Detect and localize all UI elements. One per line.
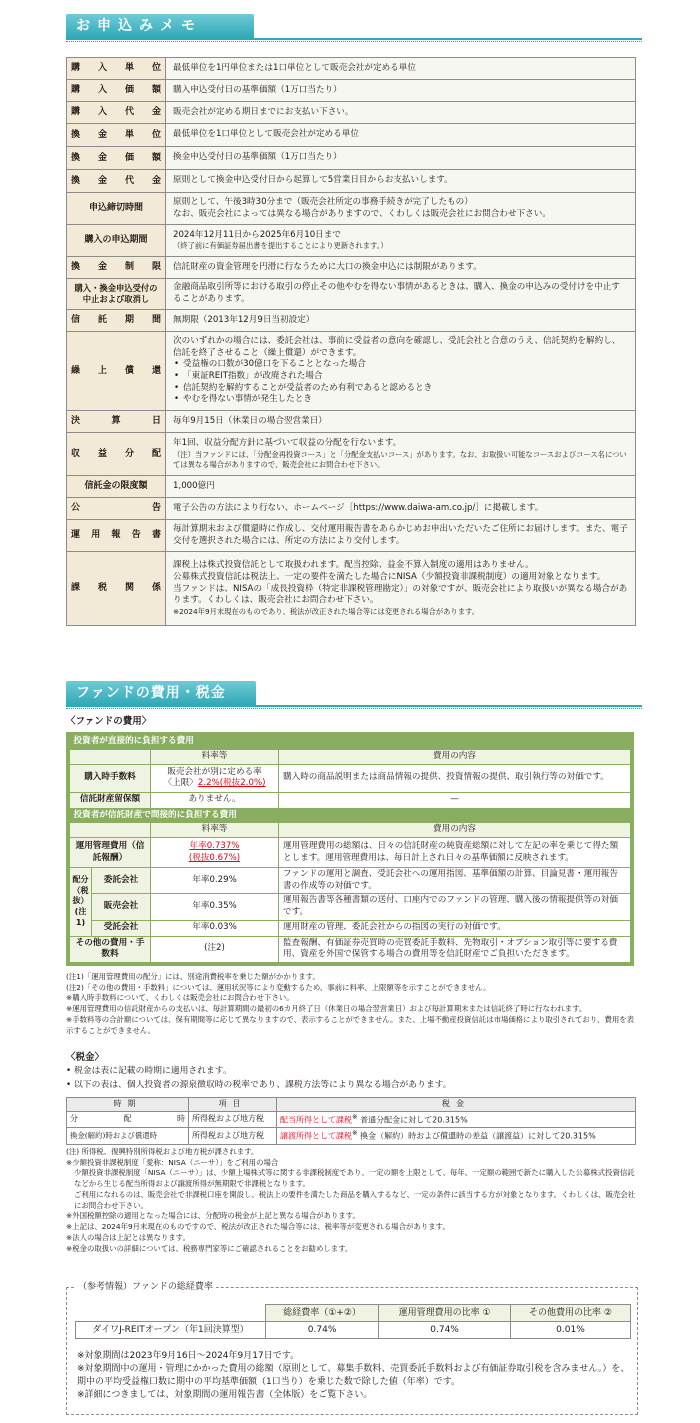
col-content: 費用の内容	[279, 823, 631, 838]
band-label: 投資者が信託財産で間接的に負担する費用	[70, 808, 631, 823]
row-value	[166, 552, 636, 626]
row-label: 購入価額	[67, 80, 166, 102]
table-row	[67, 279, 636, 310]
cap-value: 2.2%(税抜2.0%)	[197, 778, 266, 789]
note: (注) 所得税、復興特別所得税および地方税が課されます。	[66, 1147, 259, 1156]
fees-table-frame	[66, 732, 634, 966]
table-row	[67, 498, 636, 520]
row-value: 無期限（2013年12月9日当初設定）	[166, 310, 636, 332]
row-value: 金融商品取引所等における取引の停止その他やむを得ない事情があるときは、購入、換金の申込みの受付けを中止することがあります。	[166, 279, 636, 310]
note: ※外国税額控除の適用となった場合には、分配時の税金が上記と異なる場合があります。	[66, 1211, 360, 1221]
tax-item: 所得税および地方税	[189, 1128, 277, 1144]
purchase-cap	[155, 778, 274, 790]
management-rate-value: 年率0.737%	[189, 841, 240, 852]
row-value: 換金申込受付日の基準価額（1万口当たり）	[166, 147, 636, 170]
period-text: 2024年12月11日から2025年6月10日まで	[173, 229, 341, 240]
band-label: 投資者が直接的に負担する費用	[70, 735, 631, 749]
header-line	[66, 705, 642, 707]
other-label: その他の費用・手数料	[70, 936, 151, 962]
table-row	[67, 170, 636, 193]
row-value: 1,000億円	[166, 476, 636, 498]
retention-label: 信託財産留保額	[70, 792, 151, 808]
list-item: • やむを得ない事情が発生したとき	[183, 394, 628, 406]
note: ご利用になれるのは、販売会社で非課税口座を開設し、税法上の要件を満たした商品を購入するなど、一定の条件に該当する方が対象となります。くわしくは、販売会社にお問合わせ下さい。	[74, 1189, 636, 1210]
list-item: • 「東証REIT指数」が改廃された場合	[183, 371, 628, 383]
tax-detail	[277, 1128, 636, 1144]
reference-box	[66, 1282, 638, 1415]
period-note: （終了前に有価証券届出書を提出することにより更新されます。）	[173, 241, 388, 251]
col-period: 時期	[67, 1098, 189, 1112]
note: ※運用管理費用の信託財産からの支払いは、毎計算期間の最初の6カ月終了日（休業日の場合翌営業日）および毎計算期末または信託終了時に行なわれます。	[66, 1004, 587, 1014]
indirect-band	[70, 808, 631, 823]
col-management: 運用管理費用の比率 ①	[379, 1305, 511, 1322]
table-row	[70, 920, 631, 936]
tax-table	[66, 1097, 636, 1145]
tax-desc: 換金（解約）時および償還時の差益（譲渡益）に対して20.315%	[360, 1131, 596, 1141]
col-tax: 税金	[277, 1098, 636, 1112]
header-dots	[66, 708, 642, 711]
breakdown-rate: 年率0.29%	[151, 868, 279, 894]
table-row	[67, 58, 636, 80]
deadline-text: 原則として、午後3時30分まで（販売会社所定の事務手続きが完了したもの）	[173, 196, 473, 207]
row-label: 課税関係	[67, 552, 166, 626]
table-row	[70, 823, 631, 838]
redemption-list	[173, 359, 628, 405]
row-value: 販売会社が定める期日までにお支払い下さい。	[166, 102, 636, 124]
purchase-label: 購入時手数料	[70, 764, 151, 792]
row-label: 購入・換金申込受付の中止および取消し	[67, 279, 166, 310]
tax-desc: 普通分配金に対して20.315%	[360, 1115, 468, 1125]
purchase-rate-line: 販売会社が別に定める率	[167, 766, 262, 777]
cap-label: 〈上限〉	[163, 778, 198, 789]
table-row	[67, 310, 636, 332]
note: ※詳細につきましては、対象期間の運用報告書（全体版）をご覧下さい。	[77, 1390, 373, 1401]
table-row	[67, 124, 636, 147]
header-line	[66, 38, 642, 40]
fund-name: ダイワJ-REITオープン（年1回決算型）	[76, 1322, 266, 1339]
table-row	[76, 1305, 631, 1322]
breakdown-content: ファンドの運用と調査、受託会社への運用指図、基準価額の計算、目論見書・運用報告書の作成等の対価です。	[279, 868, 631, 894]
row-label: 信託期間	[67, 310, 166, 332]
table-row	[67, 147, 636, 170]
table-row	[67, 225, 636, 257]
row-value: 最低単位を1口単位として販売会社が定める単位	[166, 124, 636, 147]
table-row	[67, 1111, 636, 1127]
col-content: 費用の内容	[279, 749, 631, 764]
reference-table	[75, 1304, 631, 1339]
row-label: 換金単位	[67, 124, 166, 147]
row-label: 決算日	[67, 411, 166, 433]
table-row	[70, 838, 631, 868]
tax-period: 換金(解約)時および償還時	[67, 1128, 189, 1144]
row-label: 購入の申込期間	[67, 225, 166, 257]
tax-bullets	[66, 1064, 452, 1092]
row-value	[166, 193, 636, 225]
note: ※対象期間中の運用・管理にかかった費用の総額（原則として、募集手数料、売買委託手数料および有価証券取引税を含みません。）を、期中の平均受益権口数に期中の平均基準価額（1口当り）を乗じた数で除した値（年率）です。	[77, 1364, 630, 1388]
note: (注2)「その他の費用・手数料」については、運用状況等により変動するため、事前に料率、上限額等を示すことができません。	[66, 982, 491, 992]
col-total: 総経費率（①+②）	[266, 1305, 379, 1322]
tax-item: 所得税および地方税	[189, 1111, 277, 1127]
management-rate	[151, 838, 279, 868]
row-value	[166, 225, 636, 257]
total-ratio: 0.74%	[266, 1322, 379, 1339]
row-value: 毎計算期末および償還時に作成し、交付運用報告書をあらかじめお申出いただいたご住所にお届けします。また、電子交付を選択された場合には、所定の方法により交付します。	[166, 520, 636, 552]
table-row	[70, 749, 631, 764]
table-row	[70, 868, 631, 894]
note: ※購入時手数料について、くわしくは販売会社にお問合わせ下さい。	[66, 993, 294, 1003]
note: ※対象期間は2023年9月16日～2024年9月17日です。	[77, 1351, 299, 1361]
row-value: 原則として換金申込受付日から起算して5営業日目からお支払いします。	[166, 170, 636, 193]
reference-notes	[77, 1350, 633, 1402]
note: (注1)「運用管理費用の配分」には、別途消費税率を乗じた額がかかります。	[66, 972, 320, 981]
row-value	[166, 433, 636, 476]
reference-title: （参考情報）ファンドの総経費率	[75, 1281, 216, 1293]
row-label: 信託金の限度額	[67, 476, 166, 498]
retention-rate: ありません。	[151, 792, 279, 808]
breakdown-content: 運用報告書等各種書類の送付、口座内でのファンドの管理、購入後の情報提供等の対価です。	[279, 894, 631, 920]
col-other: その他費用の比率 ②	[510, 1305, 630, 1322]
row-value: 最低単位を1円単位または1口単位として販売会社が定める単位	[166, 58, 636, 80]
row-value	[166, 332, 636, 411]
management-label: 運用管理費用（信託報酬）	[70, 838, 151, 868]
row-label: 換金価額	[67, 147, 166, 170]
distribution-note: （注）当ファンドには、「分配金再投資コース」と「分配金支払いコース」があります。なお、お取扱い可能なコースおよびコース名については異なる場合がありますので、販売会社にお問合わせ下さい。	[173, 449, 627, 469]
table-row	[67, 332, 636, 411]
blank-header	[76, 1305, 266, 1322]
row-label: 購入代金	[67, 102, 166, 124]
note: ※上記は、2024年9月末現在のものですので、税法が改正された場合等には、税率等が変更される場合があります。	[66, 1222, 450, 1232]
row-label: 申込締切時間	[67, 193, 166, 225]
table-row	[67, 433, 636, 476]
table-row	[67, 1098, 636, 1112]
purchase-content: 購入時の商品説明または商品情報の提供、投資情報の提供、取引執行等の対価です。	[279, 764, 631, 792]
deadline-note: なお、販売会社によっては異なる場合がありますので、くわしくは販売会社にお問合わせ下さい。	[173, 208, 551, 219]
col-rate: 料率等	[151, 823, 279, 838]
blank-cell	[70, 823, 151, 838]
fees-notes	[66, 972, 640, 1036]
row-label: 公告	[67, 498, 166, 520]
tax-type: 譲渡所得として課税	[280, 1131, 352, 1141]
row-label: 換金制限	[67, 257, 166, 279]
tax-notes	[66, 1147, 640, 1254]
table-row	[76, 1322, 631, 1339]
tax-detail	[277, 1111, 636, 1127]
note: 少額投資非課税制度「NISA（ニーサ）」は、少額上場株式等に関する非課税制度であり、一定の額を上限として、毎年、一定額の範囲で新たに購入した公募株式投資信託などから生じる配当所得および譲渡所得が無期限で非課税となります。	[74, 1168, 635, 1189]
management-ratio: 0.74%	[379, 1322, 511, 1339]
other-rate: (注2)	[151, 936, 279, 962]
table-row	[70, 764, 631, 792]
row-value: 購入申込受付日の基準価額（1万口当たり）	[166, 80, 636, 102]
row-label: 収益分配	[67, 433, 166, 476]
table-row	[67, 411, 636, 433]
management-content: 運用管理費用の総額は、日々の信託財産の純資産総額に対して左記の率を乗じて得た額とします。運用管理費用は、毎日計上され日々の基準価額に反映されます。	[279, 838, 631, 868]
tax-bullet: • 税金は表に記載の時期に適用されます。	[66, 1066, 232, 1076]
tax-mark: ※	[352, 1112, 358, 1121]
fees-table	[69, 735, 631, 963]
note: ※税金の取扱いの詳細については、税務専門家等にご確認されることをお勧めします。	[66, 1243, 353, 1253]
bullet-text: 以下の表は、個人投資者の源泉徴収時の税率であり、課税方法等により異なる場合があります。	[74, 1080, 452, 1091]
fees-header	[66, 681, 642, 711]
table-row	[67, 1128, 636, 1144]
row-value: 信託財産の資金管理を円滑に行なうために大口の換金申込には制限があります。	[166, 257, 636, 279]
redemption-text: 次のいずれかの場合には、委託会社は、事前に受益者の意向を確認し、受託会社と合意のうえ、信託契約を解約し、信託を終了させること（繰上償還）ができます。	[173, 336, 621, 358]
breakdown-entity: 委託会社	[92, 868, 151, 894]
retention-content: —	[279, 792, 631, 808]
tax-text-2: 公募株式投資信託は税法上、一定の要件を満たした場合にNISA（少額投資非課税制度）の適用対象となります。	[173, 571, 606, 582]
col-rate: 料率等	[151, 749, 279, 764]
fees-title: ファンドの費用・税金	[66, 681, 256, 705]
note: ※少額投資非課税制度「愛称：NISA（ニーサ）」をご利用の場合	[66, 1157, 279, 1167]
row-label: 換金代金	[67, 170, 166, 193]
tax-heading: 〈税金〉	[66, 1052, 105, 1063]
other-ratio: 0.01%	[510, 1322, 630, 1339]
tax-type: 配当所得として課税	[280, 1115, 352, 1125]
list-item: • 信託契約を解約することが受益者のため有利であると認めるとき	[183, 383, 628, 395]
table-row	[67, 80, 636, 102]
memo-table	[66, 57, 636, 626]
management-rate-excl: (税抜0.67%)	[188, 852, 241, 863]
row-label: 運用報告書	[67, 520, 166, 552]
table-row	[70, 936, 631, 962]
breakdown-rate: 年率0.03%	[151, 920, 279, 936]
table-row	[67, 552, 636, 626]
table-row	[67, 520, 636, 552]
row-label: 繰上償還	[67, 332, 166, 411]
col-item: 項目	[189, 1098, 277, 1112]
tax-note: ※2024年9月末現在のものであり、税法が改正された場合等には変更される場合があります。	[173, 606, 480, 616]
tax-mark: ※	[352, 1129, 358, 1138]
note: ※法人の場合は上記とは異なります。	[66, 1232, 190, 1242]
table-row	[67, 102, 636, 124]
table-row	[67, 257, 636, 279]
list-item: • 受益権の口数が30億口を下ることとなった場合	[183, 359, 628, 371]
table-row	[70, 894, 631, 920]
tax-period: 分配時	[67, 1111, 189, 1127]
memo-title: お申込みメモ	[66, 14, 254, 38]
breakdown-entity: 受託会社	[92, 920, 151, 936]
bullet-text: 税金は表に記載の時期に適用されます。	[74, 1066, 232, 1076]
table-row	[67, 476, 636, 498]
breakdown-content: 運用財産の管理、委託会社からの指図の実行の対価です。	[279, 920, 631, 936]
row-value: 毎年9月15日（休業日の場合翌営業日）	[166, 411, 636, 433]
other-content: 監査報酬、有価証券売買時の売買委託手数料、先物取引・オプション取引等に要する費用、資産を外国で保管する場合の費用等を信託財産でご負担いただきます。	[279, 936, 631, 962]
direct-band	[70, 735, 631, 749]
tax-text-1: 課税上は株式投資信託として取扱われます。配当控除、益金不算入制度の適用はありません。	[173, 560, 534, 571]
memo-header	[66, 14, 642, 44]
note: ※手数料等の合計額については、保有期間等に応じて異なりますので、表示することができません。また、上場不動産投資信託は市場価格により取引されており、費用を表示することができません。	[66, 1014, 635, 1035]
table-row	[67, 193, 636, 225]
breakdown-entity: 販売会社	[92, 894, 151, 920]
table-row	[70, 792, 631, 808]
tax-bullet: • 以下の表は、個人投資者の源泉徴収時の税率であり、課税方法等により異なる場合があります。	[66, 1080, 452, 1091]
blank-cell	[70, 749, 151, 764]
fees-heading: 〈ファンドの費用〉	[66, 716, 152, 727]
distribution-text: 年1回、収益分配方針に基づいて収益の分配を行ないます。	[173, 438, 402, 449]
row-label: 購入単位	[67, 58, 166, 80]
breakdown-rate: 年率0.35%	[151, 894, 279, 920]
header-dots	[66, 41, 642, 44]
row-value: 電子公告の方法により行ない、ホームページ［https://www.daiwa-am.co.jp/］に掲載します。	[166, 498, 636, 520]
tax-text-3: 当ファンドは、NISAの「成長投資枠（特定非課税管理勘定）」の対象ですが、販売会社により取扱いが異なる場合があります。くわしくは、販売会社にお問合わせ下さい。	[173, 583, 628, 606]
breakdown-label: 配分（税抜）(注1)	[70, 868, 92, 936]
purchase-rate	[151, 764, 279, 792]
